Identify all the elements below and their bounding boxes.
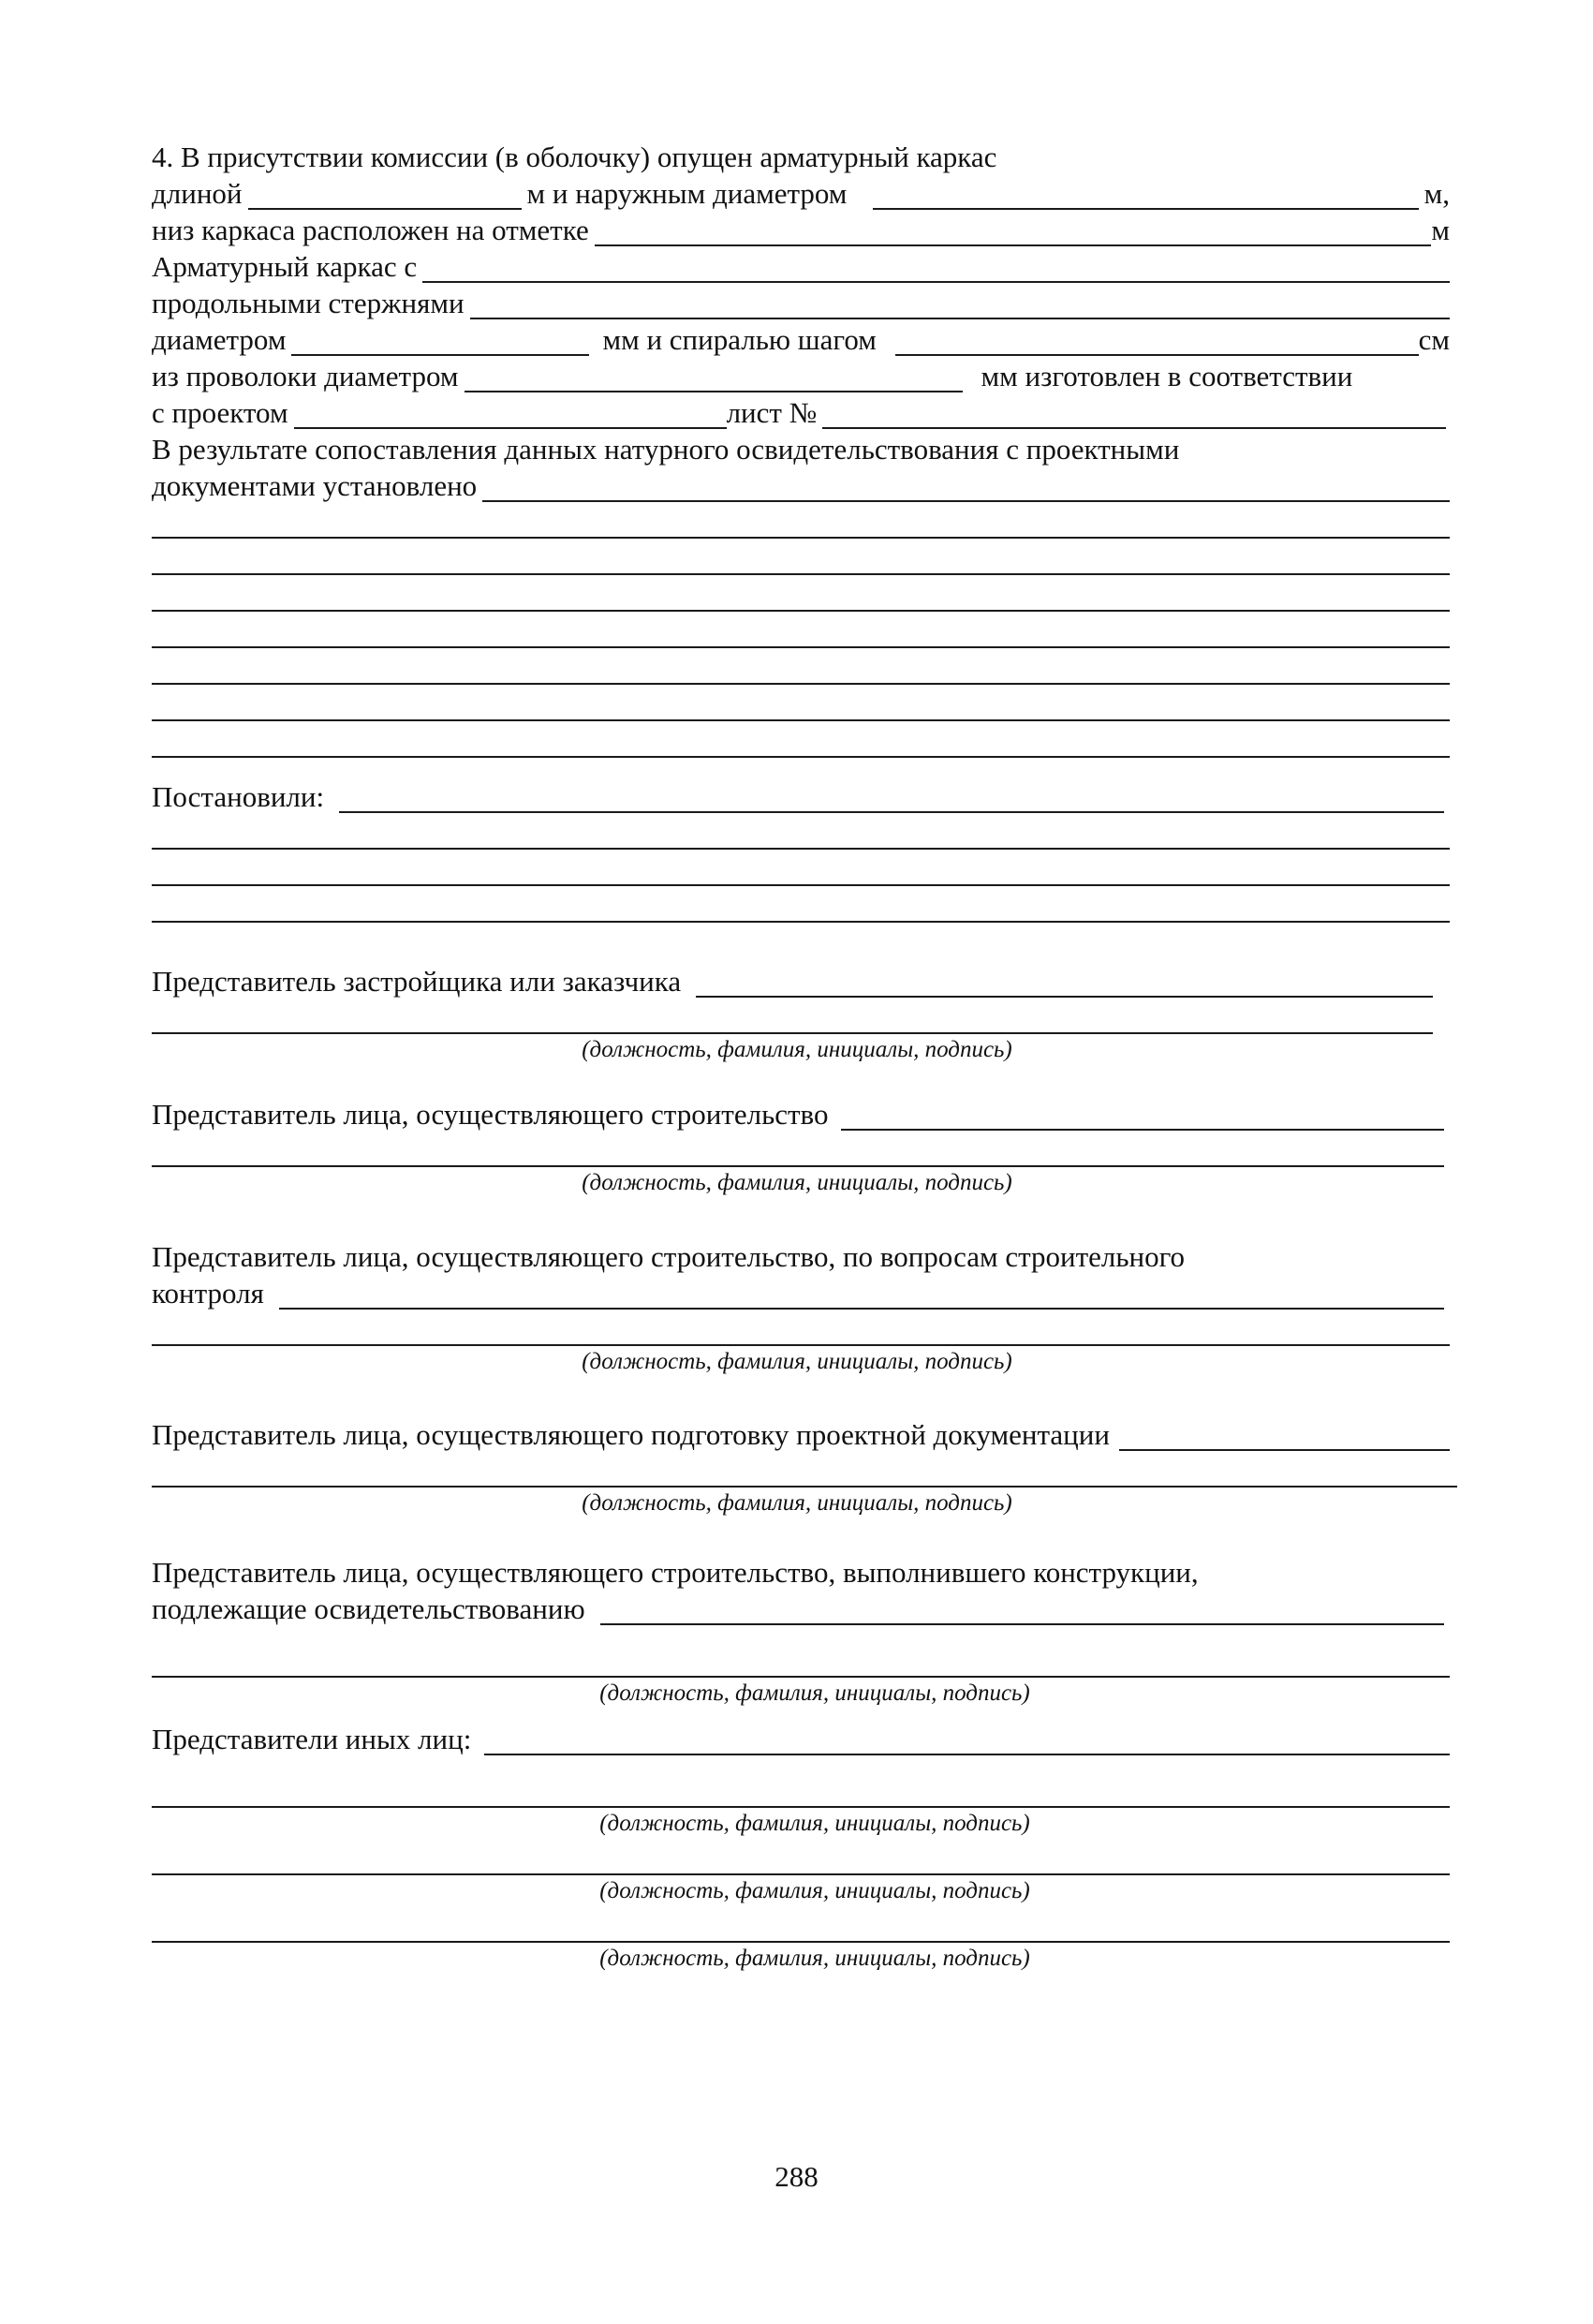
spiral-step-field[interactable] bbox=[895, 326, 1419, 356]
spiral-unit: см bbox=[1418, 323, 1450, 356]
bottom-mark-input[interactable] bbox=[595, 218, 1432, 246]
executor-row-2 bbox=[152, 1589, 1450, 1625]
rod-diameter-label: диаметром bbox=[152, 323, 287, 356]
established-line[interactable] bbox=[152, 575, 1450, 612]
others-caption-3: (должность, фамилия, инициалы, подпись) bbox=[599, 1946, 1030, 1971]
frame-field[interactable] bbox=[422, 253, 1450, 283]
outer-diameter-input[interactable] bbox=[873, 182, 1418, 210]
bottom-unit: м bbox=[1431, 214, 1450, 246]
project-row bbox=[152, 392, 1450, 429]
project-input[interactable] bbox=[294, 401, 727, 429]
others-caption-2: (должность, фамилия, инициалы, подпись) bbox=[599, 1878, 1030, 1903]
builder-row bbox=[152, 1094, 1450, 1131]
outer-diameter-field[interactable] bbox=[873, 180, 1418, 210]
builder-input[interactable] bbox=[841, 1103, 1444, 1131]
others-line[interactable] bbox=[152, 1755, 1450, 1808]
wire-unit-label: мм изготовлен в соответствии bbox=[981, 360, 1353, 392]
frame-label: Арматурный каркас с bbox=[152, 250, 418, 283]
wire-diameter-field[interactable] bbox=[465, 363, 963, 392]
control-label-1: Представитель лица, осуществляющего строительство, по вопросам строительного bbox=[152, 1240, 1186, 1273]
length-unit-label: м и наружным диаметром bbox=[526, 177, 848, 210]
builder-label: Представитель лица, осуществляющего строительство bbox=[152, 1098, 829, 1131]
wire-label: из проволоки диаметром bbox=[152, 360, 459, 392]
rod-diameter-field[interactable] bbox=[291, 326, 589, 356]
frame-row bbox=[152, 246, 1450, 283]
established-line[interactable] bbox=[152, 539, 1450, 575]
others-line[interactable] bbox=[152, 1838, 1450, 1875]
design-caption: (должность, фамилия, инициалы, подпись) bbox=[582, 1490, 1012, 1516]
diameter-unit: м, bbox=[1423, 177, 1450, 210]
rods-input[interactable] bbox=[470, 291, 1450, 319]
resolved-label: Постановили: bbox=[152, 780, 325, 813]
length-label: длиной bbox=[152, 177, 243, 210]
sheet-input[interactable] bbox=[822, 401, 1446, 429]
developer-caption: (должность, фамилия, инициалы, подпись) bbox=[582, 1037, 1012, 1062]
established-line[interactable] bbox=[152, 502, 1450, 539]
executor-caption: (должность, фамилия, инициалы, подпись) bbox=[599, 1680, 1030, 1706]
builder-line[interactable] bbox=[152, 1131, 1450, 1167]
control-row-2 bbox=[152, 1273, 1450, 1310]
executor-line[interactable] bbox=[152, 1625, 1450, 1678]
executor-signature bbox=[152, 1552, 1450, 1708]
developer-label: Представитель застройщика или заказчика bbox=[152, 965, 682, 998]
executor-field[interactable] bbox=[600, 1595, 1444, 1625]
page-number: 288 bbox=[774, 2160, 819, 2193]
sheet-label: лист № bbox=[726, 396, 818, 429]
design-signature bbox=[152, 1414, 1450, 1517]
length-row bbox=[152, 173, 1450, 210]
others-caption-1: (должность, фамилия, инициалы, подпись) bbox=[599, 1811, 1030, 1836]
established-line[interactable] bbox=[152, 612, 1450, 648]
rods-field[interactable] bbox=[470, 289, 1450, 319]
rod-diameter-input[interactable] bbox=[291, 328, 589, 356]
resolved-line[interactable] bbox=[152, 850, 1450, 886]
established-line[interactable] bbox=[152, 721, 1450, 758]
section-4 bbox=[152, 137, 1450, 758]
control-caption: (должность, фамилия, инициалы, подпись) bbox=[582, 1349, 1012, 1374]
design-input[interactable] bbox=[1119, 1423, 1450, 1451]
established-field[interactable] bbox=[482, 472, 1450, 502]
rods-label: продольными стержнями bbox=[152, 287, 465, 319]
comparison-text-1: В результате сопоставления данных натурного освидетельствования с проектными bbox=[152, 433, 1180, 466]
resolved-line[interactable] bbox=[152, 886, 1450, 923]
bottom-mark-field[interactable] bbox=[595, 216, 1432, 246]
executor-row-1 bbox=[152, 1552, 1450, 1589]
wire-diameter-input[interactable] bbox=[465, 364, 963, 392]
established-line[interactable] bbox=[152, 648, 1450, 685]
builder-caption: (должность, фамилия, инициалы, подпись) bbox=[582, 1170, 1012, 1195]
wire-row bbox=[152, 356, 1450, 392]
bottom-row bbox=[152, 210, 1450, 246]
others-line[interactable] bbox=[152, 1905, 1450, 1943]
control-signature bbox=[152, 1236, 1450, 1376]
resolved-row bbox=[152, 777, 1450, 813]
control-input[interactable] bbox=[279, 1281, 1444, 1310]
control-label-2: контроля bbox=[152, 1277, 264, 1310]
developer-row bbox=[152, 961, 1450, 998]
established-line[interactable] bbox=[152, 685, 1450, 721]
control-line[interactable] bbox=[152, 1310, 1450, 1346]
developer-signature bbox=[152, 961, 1450, 1064]
others-label: Представители иных лиц: bbox=[152, 1723, 472, 1755]
bottom-label: низ каркаса расположен на отметке bbox=[152, 214, 589, 246]
intro-text: 4. В присутствии комиссии (в оболочку) опущен арматурный каркас bbox=[152, 141, 997, 173]
developer-line[interactable] bbox=[152, 998, 1450, 1034]
design-row bbox=[152, 1414, 1450, 1451]
design-label: Представитель лица, осуществляющего подготовку проектной документации bbox=[152, 1418, 1110, 1451]
comparison-text-2: документами установлено bbox=[152, 469, 478, 502]
sheet-field[interactable] bbox=[822, 399, 1446, 429]
comparison-row-1 bbox=[152, 429, 1450, 466]
spiral-step-input[interactable] bbox=[895, 328, 1419, 356]
resolved-line[interactable] bbox=[152, 813, 1450, 850]
developer-input[interactable] bbox=[696, 970, 1433, 998]
project-label: с проектом bbox=[152, 396, 288, 429]
control-field[interactable] bbox=[279, 1280, 1444, 1310]
frame-input[interactable] bbox=[422, 255, 1450, 283]
rod-diameter-row bbox=[152, 319, 1450, 356]
others-field[interactable] bbox=[484, 1725, 1450, 1755]
control-row-1 bbox=[152, 1236, 1450, 1273]
project-field[interactable] bbox=[294, 399, 727, 429]
resolved-input[interactable] bbox=[339, 785, 1444, 813]
resolved-field[interactable] bbox=[339, 783, 1444, 813]
developer-field[interactable] bbox=[696, 968, 1433, 998]
others-row bbox=[152, 1719, 1450, 1755]
builder-signature bbox=[152, 1094, 1450, 1197]
length-input[interactable] bbox=[248, 182, 522, 210]
others-input[interactable] bbox=[484, 1727, 1450, 1755]
others-signature bbox=[152, 1719, 1450, 1973]
intro-row bbox=[152, 137, 1450, 173]
executor-label-1: Представитель лица, осуществляющего строительство, выполнившего конструкции, bbox=[152, 1556, 1199, 1589]
builder-field[interactable] bbox=[841, 1101, 1444, 1131]
length-field[interactable] bbox=[248, 180, 522, 210]
rod-diameter-unit: мм и спиралью шагом bbox=[602, 323, 877, 356]
design-field[interactable] bbox=[1119, 1421, 1450, 1451]
executor-label-2: подлежащие освидетельствованию bbox=[152, 1592, 585, 1625]
comparison-row-2 bbox=[152, 466, 1450, 502]
design-line[interactable] bbox=[152, 1451, 1457, 1488]
established-input[interactable] bbox=[482, 474, 1450, 502]
executor-input[interactable] bbox=[600, 1597, 1444, 1625]
resolved-section bbox=[152, 777, 1450, 923]
rods-row bbox=[152, 283, 1450, 319]
